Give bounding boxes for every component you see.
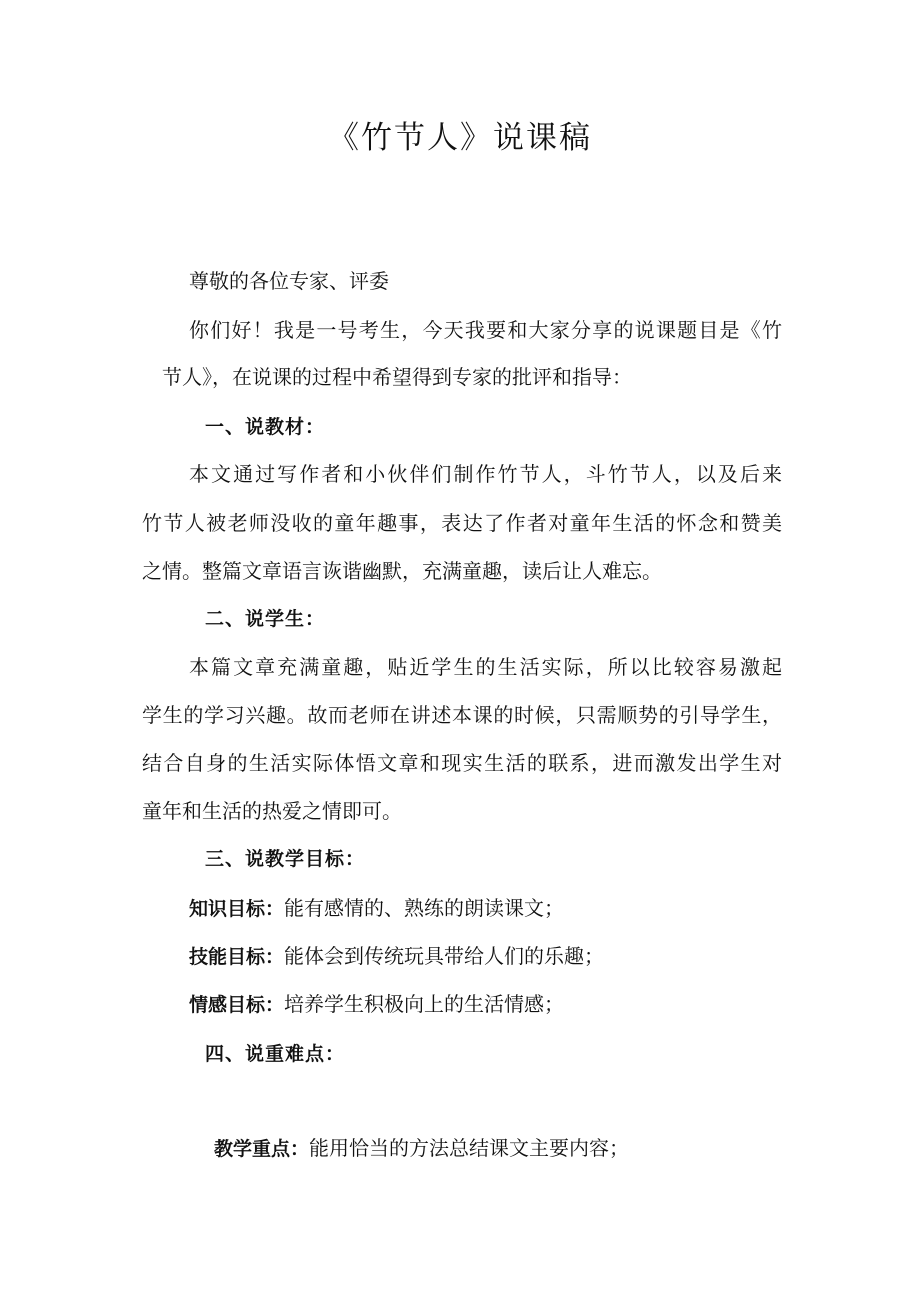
goal-emotion-label: 情感目标： (189, 994, 285, 1016)
goal-emotion (189, 989, 564, 1020)
textbook-line-1: 本文通过写作者和小伙伴们制作竹节人，斗竹节人，以及后来 (189, 462, 782, 486)
key-point-text: 能用恰当的方法总结课文主要内容； (309, 1136, 630, 1160)
goal-skill-label: 技能目标： (189, 946, 285, 968)
goal-skill-text: 能体会到传统玩具带给人们的乐趣； (284, 944, 605, 968)
students-line-4: 童年和生活的热爱之情即可。 (142, 799, 402, 823)
textbook-line-2: 竹节人被老师没收的童年趣事，表达了作者对童年生活的怀念和赞美 (142, 511, 782, 535)
textbook-line-3: 之情。整篇文章语言诙谐幽默，充满童趣，读后让人难忘。 (142, 559, 662, 583)
section-heading-key-points: 四、说重难点： (205, 1043, 346, 1065)
students-line-1: 本篇文章充满童趣，贴近学生的生活实际，所以比较容易激起 (189, 655, 782, 679)
goal-knowledge-label: 知识目标： (189, 898, 285, 920)
key-point-label: 教学重点： (214, 1138, 310, 1160)
section-heading-textbook: 一、说教材： (205, 416, 326, 438)
goal-knowledge-text: 能有感情的、熟练的朗读课文； (284, 896, 565, 920)
section-heading-students: 二、说学生： (205, 608, 326, 630)
section-heading-goals: 三、说教学目标： (205, 848, 366, 870)
students-line-2: 学生的学习兴趣。故而老师在讲述本课的时候，只需顺势的引导学生， (142, 703, 782, 727)
goal-knowledge (189, 893, 564, 924)
greeting: 尊敬的各位专家、评委 (189, 269, 389, 293)
intro-line-2: 节人》，在说课的过程中希望得到专家的批评和指导： (162, 365, 632, 389)
students-line-3: 结合自身的生活实际体悟文章和现实生活的联系，进而激发出学生对 (142, 751, 782, 775)
intro-line-1: 你们好！我是一号考生，今天我要和大家分享的说课题目是《竹 (189, 318, 782, 342)
document-title: 《竹节人》说课稿 (328, 120, 592, 156)
key-point-teaching (214, 1133, 629, 1164)
goal-emotion-text: 培养学生积极向上的生活情感； (284, 992, 565, 1016)
goal-skill (189, 941, 604, 972)
